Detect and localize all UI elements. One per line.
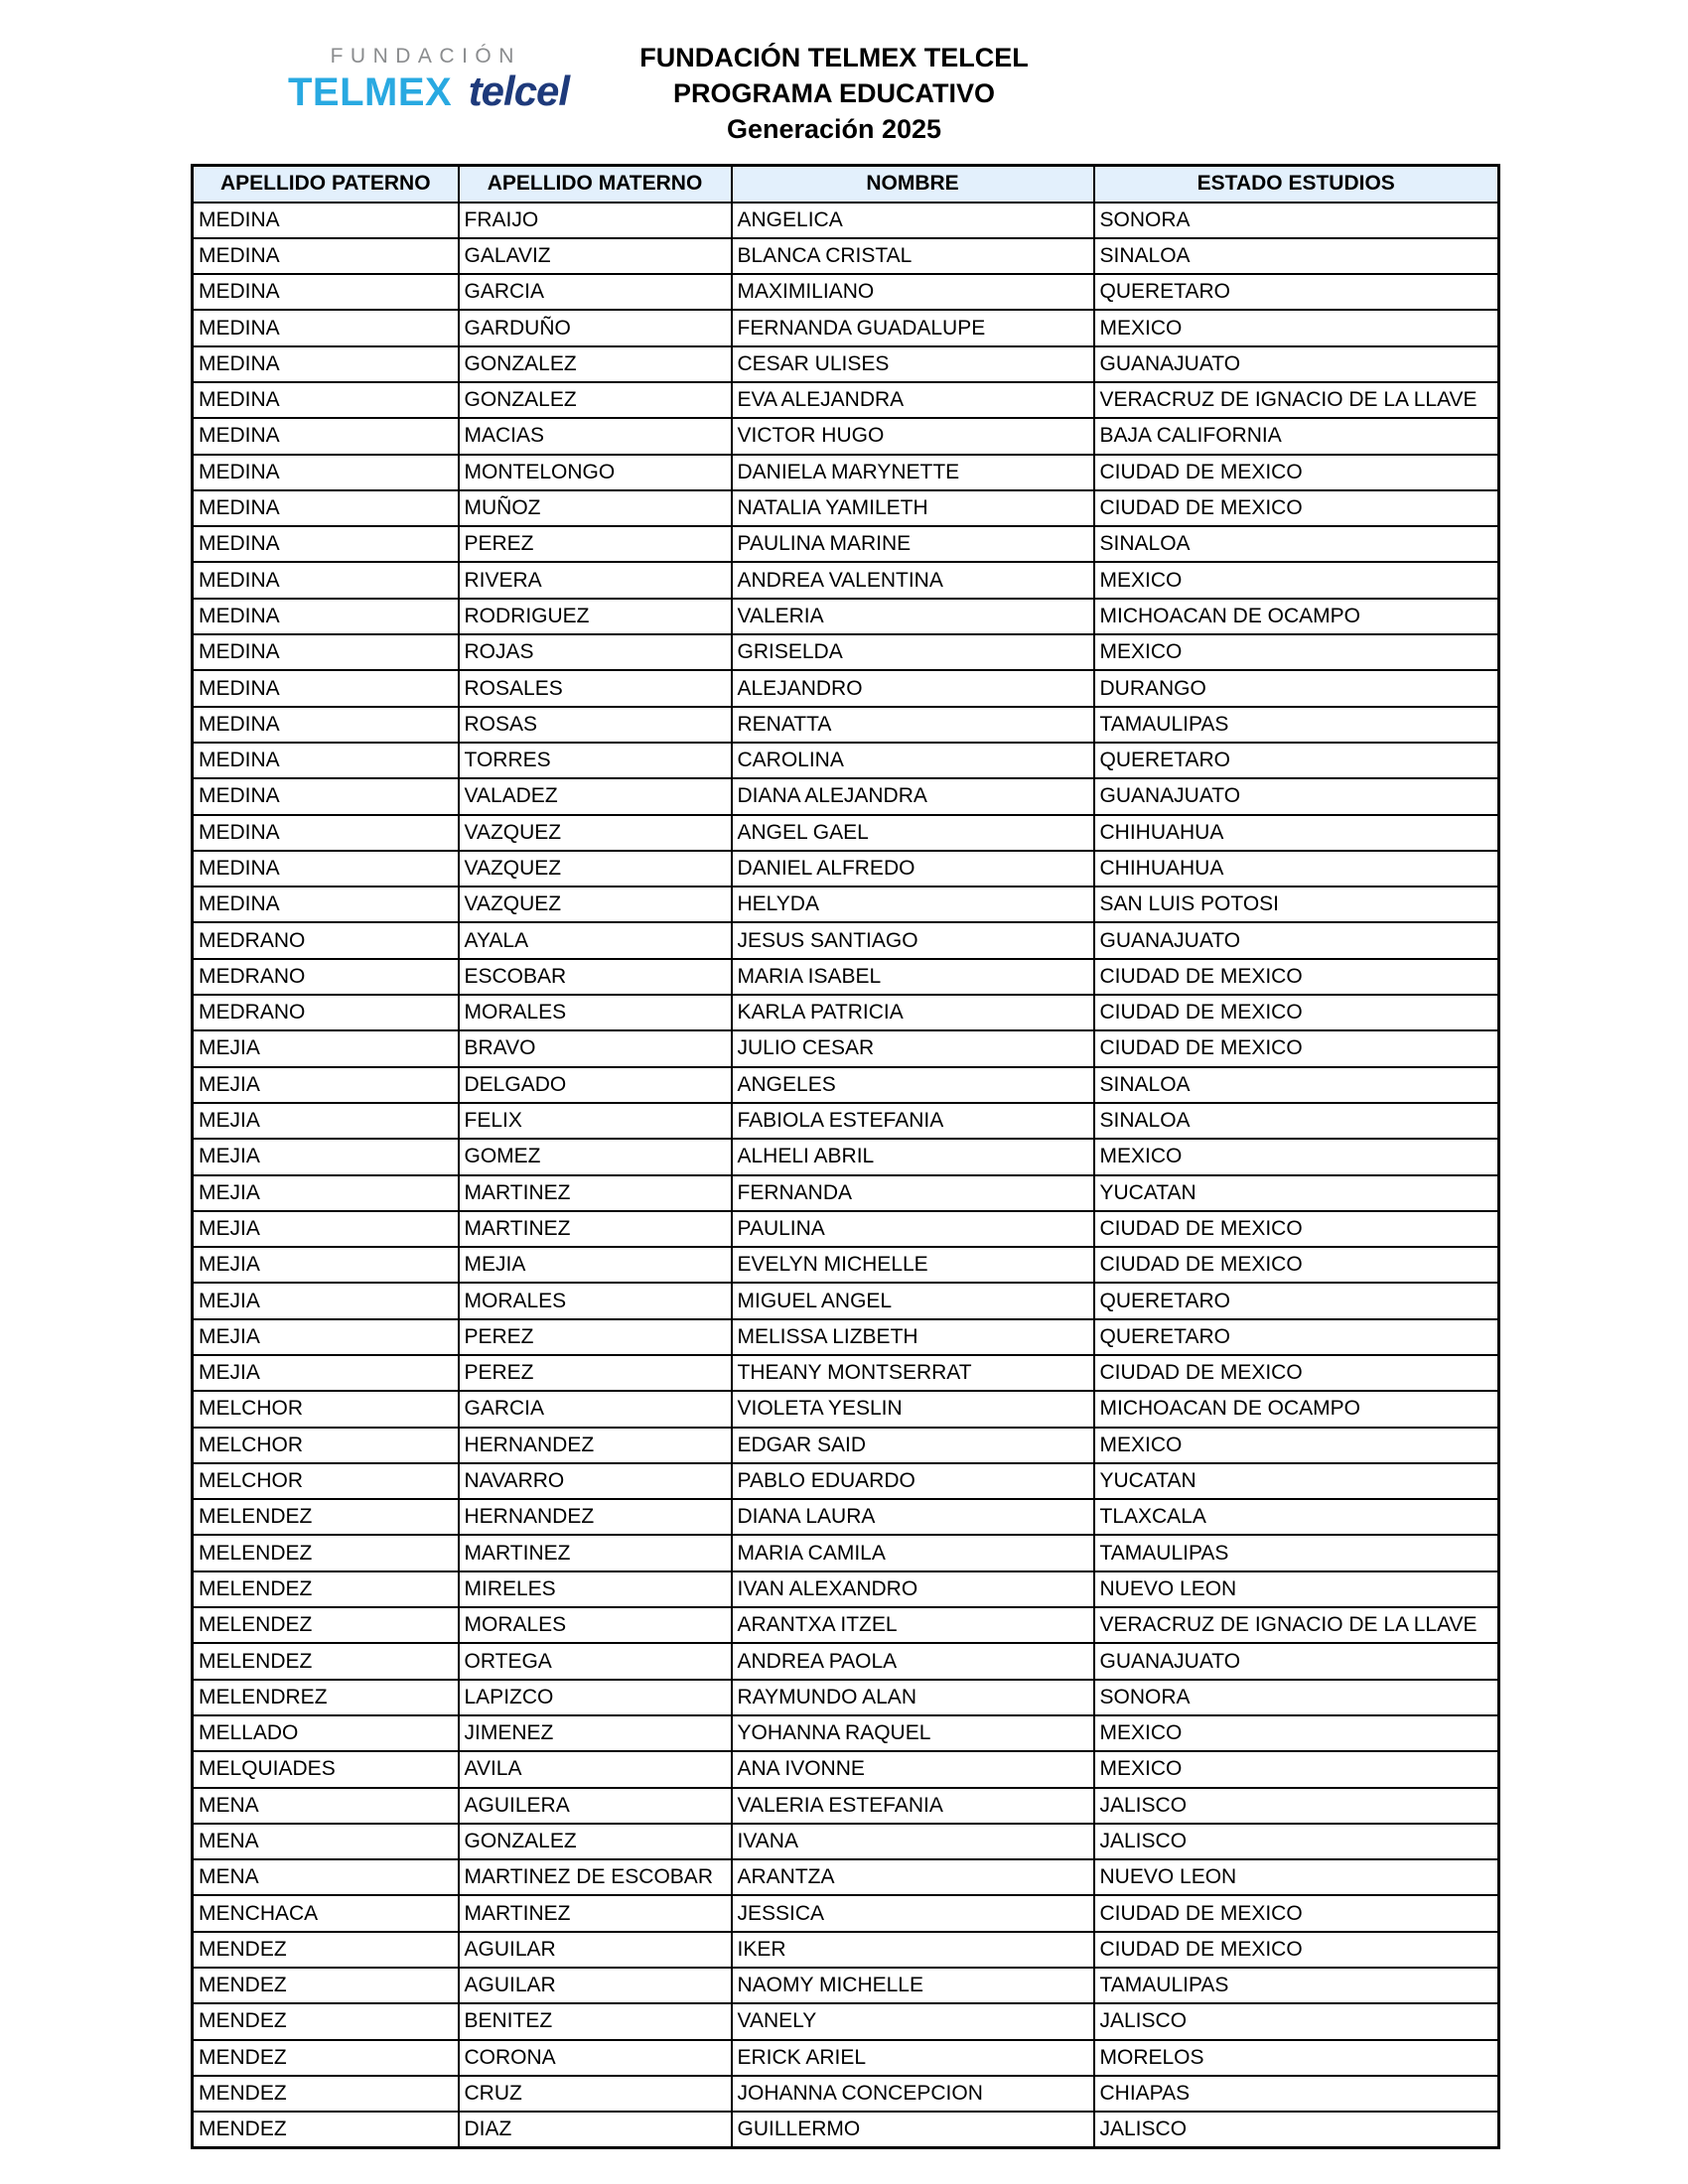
table-cell: MEDINA (193, 310, 459, 345)
table-cell: CHIHUAHUA (1094, 851, 1499, 887)
table-cell: MEDINA (193, 634, 459, 670)
table-cell: MARTINEZ (459, 1175, 732, 1211)
table-cell: ALEJANDRO (732, 670, 1094, 706)
table-cell: MEDINA (193, 743, 459, 778)
table-cell: VICTOR HUGO (732, 418, 1094, 454)
table-cell: YUCATAN (1094, 1175, 1499, 1211)
table-row (193, 1428, 1499, 1463)
table-row (193, 2112, 1499, 2147)
table-cell: CHIHUAHUA (1094, 815, 1499, 851)
table-cell: BLANCA CRISTAL (732, 238, 1094, 274)
table-cell: CIUDAD DE MEXICO (1094, 1030, 1499, 1066)
table-cell: MORALES (459, 1607, 732, 1643)
table-row (193, 1030, 1499, 1066)
table-cell: MENA (193, 1859, 459, 1895)
table-cell: JALISCO (1094, 2003, 1499, 2039)
table-cell: MEDINA (193, 526, 459, 562)
table-cell: MEDINA (193, 778, 459, 814)
table-row (193, 670, 1499, 706)
table-cell: BRAVO (459, 1030, 732, 1066)
table-cell: SINALOA (1094, 1103, 1499, 1139)
table-cell: MARIA ISABEL (732, 959, 1094, 995)
table-row (193, 1895, 1499, 1931)
table-cell: GARDUÑO (459, 310, 732, 345)
table-row (193, 1932, 1499, 1968)
table-row (193, 2040, 1499, 2076)
table-cell: MEDINA (193, 274, 459, 310)
table-row (193, 1788, 1499, 1824)
table-row (193, 815, 1499, 851)
table-cell: MEJIA (193, 1283, 459, 1318)
table-cell: TORRES (459, 743, 732, 778)
table-cell: GUANAJUATO (1094, 346, 1499, 382)
table-cell: NUEVO LEON (1094, 1571, 1499, 1607)
table-cell: JESUS SANTIAGO (732, 922, 1094, 958)
table-cell: SONORA (1094, 203, 1499, 238)
table-row (193, 1680, 1499, 1715)
table-cell: BAJA CALIFORNIA (1094, 418, 1499, 454)
table-cell: MELQUIADES (193, 1751, 459, 1787)
table-row (193, 778, 1499, 814)
table-cell: ANGELICA (732, 203, 1094, 238)
table-row (193, 634, 1499, 670)
table-row (193, 887, 1499, 922)
table-row (193, 203, 1499, 238)
header-row (193, 166, 1499, 203)
table-row (193, 1607, 1499, 1643)
table-cell: MEJIA (193, 1175, 459, 1211)
table-cell: MORALES (459, 1283, 732, 1318)
table-cell: PAULINA MARINE (732, 526, 1094, 562)
table-row (193, 1463, 1499, 1499)
table-cell: ANDREA VALENTINA (732, 562, 1094, 598)
table-header (193, 166, 1499, 203)
table-cell: PEREZ (459, 526, 732, 562)
table-row (193, 2003, 1499, 2039)
logo-telmex-text: TELMEX (288, 70, 453, 114)
table-cell: RENATTA (732, 707, 1094, 743)
table-cell: NUEVO LEON (1094, 1859, 1499, 1895)
table-cell: ANA IVONNE (732, 1751, 1094, 1787)
table-cell: DELGADO (459, 1067, 732, 1103)
table-cell: MEJIA (193, 1247, 459, 1283)
table-row (193, 1319, 1499, 1355)
table-cell: MEJIA (193, 1211, 459, 1247)
table-row (193, 346, 1499, 382)
table-cell: GARCIA (459, 274, 732, 310)
table-cell: TAMAULIPAS (1094, 1968, 1499, 2003)
table-cell: HERNANDEZ (459, 1499, 732, 1535)
table-row (193, 1643, 1499, 1679)
table-cell: RIVERA (459, 562, 732, 598)
table-cell: ORTEGA (459, 1643, 732, 1679)
table-cell: MICHOACAN DE OCAMPO (1094, 1391, 1499, 1427)
table-cell: AYALA (459, 922, 732, 958)
table-cell: MENDEZ (193, 2112, 459, 2147)
table-row (193, 1751, 1499, 1787)
table-cell: MEDINA (193, 382, 459, 418)
table-cell: MENDEZ (193, 2003, 459, 2039)
table-row (193, 851, 1499, 887)
table-cell: IKER (732, 1932, 1094, 1968)
table-cell: MEDINA (193, 599, 459, 634)
table-row (193, 382, 1499, 418)
document-title (189, 40, 1479, 147)
table-cell: VALADEZ (459, 778, 732, 814)
column-header: APELLIDO MATERNO (459, 166, 732, 203)
table-cell: MEXICO (1094, 1428, 1499, 1463)
table-cell: IVAN ALEXANDRO (732, 1571, 1094, 1607)
table-cell: ALHELI ABRIL (732, 1139, 1094, 1174)
table-cell: PAULINA (732, 1211, 1094, 1247)
table-cell: PEREZ (459, 1355, 732, 1391)
table-cell: HERNANDEZ (459, 1428, 732, 1463)
table-row (193, 1283, 1499, 1318)
table-cell: VAZQUEZ (459, 851, 732, 887)
column-header: APELLIDO PATERNO (193, 166, 459, 203)
table-cell: AGUILAR (459, 1932, 732, 1968)
table-row (193, 526, 1499, 562)
table-cell: ROJAS (459, 634, 732, 670)
logo-fundacion-text: FUNDACIÓN (330, 45, 521, 68)
table-cell: MELISSA LIZBETH (732, 1319, 1094, 1355)
table-cell: PEREZ (459, 1319, 732, 1355)
table-cell: MEJIA (459, 1247, 732, 1283)
table-cell: NAOMY MICHELLE (732, 1968, 1094, 2003)
table-cell: IVANA (732, 1824, 1094, 1859)
table-cell: GUANAJUATO (1094, 778, 1499, 814)
table-cell: FELIX (459, 1103, 732, 1139)
table-row (193, 1859, 1499, 1895)
table-row (193, 1824, 1499, 1859)
table-cell: AVILA (459, 1751, 732, 1787)
table-cell: MENDEZ (193, 1932, 459, 1968)
table-row (193, 1211, 1499, 1247)
table-cell: ANDREA PAOLA (732, 1643, 1094, 1679)
table-cell: SAN LUIS POTOSI (1094, 887, 1499, 922)
table-cell: CIUDAD DE MEXICO (1094, 1211, 1499, 1247)
table-cell: LAPIZCO (459, 1680, 732, 1715)
table-cell: MEXICO (1094, 310, 1499, 345)
table-row (193, 707, 1499, 743)
table-row (193, 1968, 1499, 2003)
table-cell: JALISCO (1094, 1788, 1499, 1824)
table-cell: MEDINA (193, 562, 459, 598)
table-cell: MEDINA (193, 203, 459, 238)
table-cell: CIUDAD DE MEXICO (1094, 1932, 1499, 1968)
table-cell: MARTINEZ DE ESCOBAR (459, 1859, 732, 1895)
table-cell: GUILLERMO (732, 2112, 1094, 2147)
table-cell: FRAIJO (459, 203, 732, 238)
table-row (193, 743, 1499, 778)
table-cell: JULIO CESAR (732, 1030, 1094, 1066)
table-row (193, 1391, 1499, 1427)
table-cell: MORELOS (1094, 2040, 1499, 2076)
table-cell: MELCHOR (193, 1463, 459, 1499)
table-cell: QUERETARO (1094, 1283, 1499, 1318)
table-cell: MEJIA (193, 1067, 459, 1103)
table-cell: VAZQUEZ (459, 887, 732, 922)
table-cell: MIGUEL ANGEL (732, 1283, 1094, 1318)
table-cell: CIUDAD DE MEXICO (1094, 490, 1499, 526)
table-cell: MELENDEZ (193, 1571, 459, 1607)
table-row (193, 995, 1499, 1030)
table-row (193, 1247, 1499, 1283)
table-cell: SINALOA (1094, 238, 1499, 274)
table-cell: NAVARRO (459, 1463, 732, 1499)
table-cell: MEJIA (193, 1319, 459, 1355)
table-cell: DIANA ALEJANDRA (732, 778, 1094, 814)
table-cell: GONZALEZ (459, 346, 732, 382)
table-cell: CIUDAD DE MEXICO (1094, 1355, 1499, 1391)
table-cell: GUANAJUATO (1094, 922, 1499, 958)
table-cell: ANGEL GAEL (732, 815, 1094, 851)
table-cell: AGUILERA (459, 1788, 732, 1824)
table-row (193, 1715, 1499, 1751)
table-cell: MIRELES (459, 1571, 732, 1607)
table-cell: MARTINEZ (459, 1535, 732, 1570)
table-cell: MEDRANO (193, 959, 459, 995)
table-cell: GARCIA (459, 1391, 732, 1427)
table-cell: NATALIA YAMILETH (732, 490, 1094, 526)
table-cell: THEANY MONTSERRAT (732, 1355, 1094, 1391)
table-cell: MENA (193, 1824, 459, 1859)
table-row (193, 922, 1499, 958)
table-cell: DIANA LAURA (732, 1499, 1094, 1535)
table-cell: JALISCO (1094, 2112, 1499, 2147)
table-row (193, 238, 1499, 274)
table-cell: QUERETARO (1094, 743, 1499, 778)
table-cell: CRUZ (459, 2076, 732, 2112)
table-cell: MELENDEZ (193, 1607, 459, 1643)
table-cell: TLAXCALA (1094, 1499, 1499, 1535)
table-row (193, 1067, 1499, 1103)
table-cell: DANIELA MARYNETTE (732, 455, 1094, 490)
table-cell: FERNANDA (732, 1175, 1094, 1211)
table-cell: VERACRUZ DE IGNACIO DE LA LLAVE (1094, 1607, 1499, 1643)
table-row (193, 959, 1499, 995)
table-cell: MEJIA (193, 1030, 459, 1066)
table-cell: CIUDAD DE MEXICO (1094, 1895, 1499, 1931)
table-cell: MEJIA (193, 1139, 459, 1174)
table-cell: ROSAS (459, 707, 732, 743)
table-cell: SINALOA (1094, 526, 1499, 562)
title-line-1: FUNDACIÓN TELMEX TELCEL (639, 43, 1029, 72)
title-line-3: Generación 2025 (726, 114, 942, 144)
table-cell: ARANTZA (732, 1859, 1094, 1895)
table-cell: MEXICO (1094, 1715, 1499, 1751)
table-row (193, 490, 1499, 526)
table-cell: MEDINA (193, 490, 459, 526)
table-cell: ERICK ARIEL (732, 2040, 1094, 2076)
title-line-2: PROGRAMA EDUCATIVO (673, 78, 995, 108)
table-cell: MEXICO (1094, 1139, 1499, 1174)
table-cell: MEJIA (193, 1355, 459, 1391)
table-cell: YUCATAN (1094, 1463, 1499, 1499)
table-cell: GALAVIZ (459, 238, 732, 274)
table-cell: MEXICO (1094, 634, 1499, 670)
table-cell: SONORA (1094, 1680, 1499, 1715)
table-cell: MEDINA (193, 346, 459, 382)
table-cell: MEDRANO (193, 995, 459, 1030)
table-cell: MEDINA (193, 815, 459, 851)
table-cell: CHIAPAS (1094, 2076, 1499, 2112)
students-table (191, 164, 1500, 2149)
table-row (193, 274, 1499, 310)
table-cell: MELENDEZ (193, 1499, 459, 1535)
table-cell: JIMENEZ (459, 1715, 732, 1751)
table-cell: ROSALES (459, 670, 732, 706)
table-cell: FERNANDA GUADALUPE (732, 310, 1094, 345)
table-cell: TAMAULIPAS (1094, 1535, 1499, 1570)
table-cell: DURANGO (1094, 670, 1499, 706)
table-cell: VERACRUZ DE IGNACIO DE LA LLAVE (1094, 382, 1499, 418)
table-cell: MELENDEZ (193, 1643, 459, 1679)
table-cell: CIUDAD DE MEXICO (1094, 959, 1499, 995)
table-cell: VALERIA ESTEFANIA (732, 1788, 1094, 1824)
table-body (193, 203, 1499, 2148)
table-cell: EVELYN MICHELLE (732, 1247, 1094, 1283)
logo-telcel-text: telcel (468, 68, 570, 114)
table-row (193, 1139, 1499, 1174)
table-row (193, 1355, 1499, 1391)
table-cell: MAXIMILIANO (732, 274, 1094, 310)
table-row (193, 1175, 1499, 1211)
table-cell: EVA ALEJANDRA (732, 382, 1094, 418)
table-cell: EDGAR SAID (732, 1428, 1094, 1463)
table-row (193, 1535, 1499, 1570)
table-cell: AGUILAR (459, 1968, 732, 2003)
table-cell: MUÑOZ (459, 490, 732, 526)
table-cell: VANELY (732, 2003, 1094, 2039)
table-cell: CIUDAD DE MEXICO (1094, 455, 1499, 490)
table-cell: MORALES (459, 995, 732, 1030)
table-cell: VAZQUEZ (459, 815, 732, 851)
table-cell: GONZALEZ (459, 382, 732, 418)
table-cell: MEDRANO (193, 922, 459, 958)
table-cell: KARLA PATRICIA (732, 995, 1094, 1030)
table-cell: MEJIA (193, 1103, 459, 1139)
table-cell: JALISCO (1094, 1824, 1499, 1859)
table-row (193, 1103, 1499, 1139)
table-cell: MENDEZ (193, 2076, 459, 2112)
table-cell: ARANTXA ITZEL (732, 1607, 1094, 1643)
table-row (193, 1499, 1499, 1535)
table-cell: MELLADO (193, 1715, 459, 1751)
table-row (193, 2076, 1499, 2112)
table-cell: CORONA (459, 2040, 732, 2076)
table-cell: ANGELES (732, 1067, 1094, 1103)
table-cell: GOMEZ (459, 1139, 732, 1174)
table-cell: ESCOBAR (459, 959, 732, 995)
table-cell: MEXICO (1094, 562, 1499, 598)
table-cell: CIUDAD DE MEXICO (1094, 995, 1499, 1030)
table-cell: MEDINA (193, 670, 459, 706)
column-header: ESTADO ESTUDIOS (1094, 166, 1499, 203)
table-cell: CAROLINA (732, 743, 1094, 778)
table-row (193, 455, 1499, 490)
table-cell: DANIEL ALFREDO (732, 851, 1094, 887)
table-cell: MARTINEZ (459, 1211, 732, 1247)
table-cell: YOHANNA RAQUEL (732, 1715, 1094, 1751)
table-cell: DIAZ (459, 2112, 732, 2147)
table-row (193, 310, 1499, 345)
table-cell: GUANAJUATO (1094, 1643, 1499, 1679)
table-cell: MELCHOR (193, 1391, 459, 1427)
table-cell: VIOLETA YESLIN (732, 1391, 1094, 1427)
table-cell: TAMAULIPAS (1094, 707, 1499, 743)
table-row (193, 1571, 1499, 1607)
table-cell: MACIAS (459, 418, 732, 454)
table-cell: MELENDEZ (193, 1535, 459, 1570)
table-cell: MARIA CAMILA (732, 1535, 1094, 1570)
table-cell: FABIOLA ESTEFANIA (732, 1103, 1094, 1139)
table-cell: HELYDA (732, 887, 1094, 922)
table-cell: VALERIA (732, 599, 1094, 634)
table-cell: MELCHOR (193, 1428, 459, 1463)
table-cell: MONTELONGO (459, 455, 732, 490)
table-cell: MENDEZ (193, 2040, 459, 2076)
table-cell: GONZALEZ (459, 1824, 732, 1859)
table-cell: MEDINA (193, 455, 459, 490)
table-cell: MEXICO (1094, 1751, 1499, 1787)
table-cell: JOHANNA CONCEPCION (732, 2076, 1094, 2112)
table-cell: RAYMUNDO ALAN (732, 1680, 1094, 1715)
table-cell: MENCHACA (193, 1895, 459, 1931)
column-header: NOMBRE (732, 166, 1094, 203)
table-cell: BENITEZ (459, 2003, 732, 2039)
table-row (193, 418, 1499, 454)
table-cell: MEDINA (193, 707, 459, 743)
table-row (193, 599, 1499, 634)
table-cell: QUERETARO (1094, 1319, 1499, 1355)
table-cell: MELENDREZ (193, 1680, 459, 1715)
table-cell: GRISELDA (732, 634, 1094, 670)
table-row (193, 562, 1499, 598)
table-cell: JESSICA (732, 1895, 1094, 1931)
table-cell: MENA (193, 1788, 459, 1824)
table-cell: CIUDAD DE MEXICO (1094, 1247, 1499, 1283)
table-cell: SINALOA (1094, 1067, 1499, 1103)
table-cell: MICHOACAN DE OCAMPO (1094, 599, 1499, 634)
table-cell: RODRIGUEZ (459, 599, 732, 634)
table-cell: PABLO EDUARDO (732, 1463, 1094, 1499)
table-cell: QUERETARO (1094, 274, 1499, 310)
table-cell: MEDINA (193, 887, 459, 922)
table-cell: MENDEZ (193, 1968, 459, 2003)
table-cell: MARTINEZ (459, 1895, 732, 1931)
table-cell: CESAR ULISES (732, 346, 1094, 382)
table-cell: MEDINA (193, 851, 459, 887)
table-cell: MEDINA (193, 238, 459, 274)
table-cell: MEDINA (193, 418, 459, 454)
